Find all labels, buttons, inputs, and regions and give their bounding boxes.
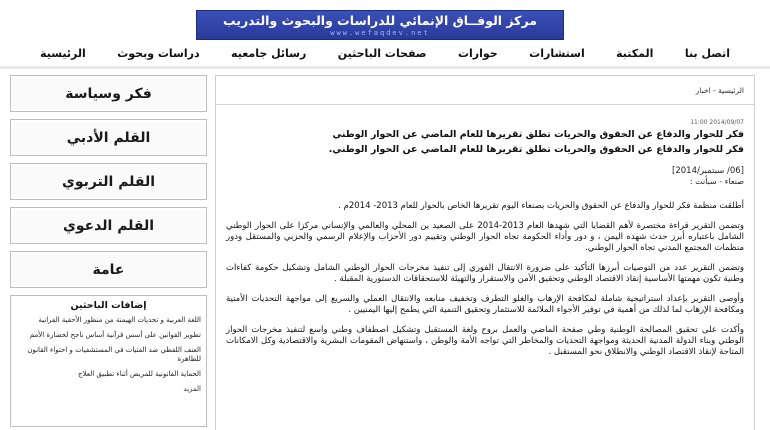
breadcrumb-news[interactable]: اخبار — [695, 86, 711, 95]
additions-title: إضافات الباحثين — [70, 300, 147, 311]
nav-library[interactable]: المكتبة — [616, 46, 654, 60]
breadcrumb-separator: - — [710, 86, 719, 95]
category-dawah-pen[interactable]: القلم الدعوي — [10, 207, 207, 244]
category-literary-pen[interactable]: القلم الأدبي — [10, 119, 207, 156]
nav-theses[interactable]: رسائل جامعيه — [231, 46, 307, 60]
article-paragraph: وأوصى التقرير بإعداد استراتيجية شاملة لمكافحة الإرهاب والغلو التطرف وتخفيف منابعه والانتقال العملي والسريع إلى مواجهة التحديات الأمنية ومكافحة الإرهاب لما لذلك من أهمية في توفير الأجواء الملائمة للاستثمار وتحقيق التنمية التي يطمح إليها اليمنيين . — [226, 294, 744, 315]
breadcrumb-divider — [216, 104, 754, 105]
more-link[interactable]: المزيد — [183, 385, 201, 393]
main-nav — [40, 44, 730, 62]
article-title: فكر للحوار والدفاع عن الحقوق والحريات تطلق تقريرها للعام الماضي عن الحوار الوطني — [332, 129, 744, 140]
breadcrumb-home[interactable]: الرئيسية — [718, 86, 744, 95]
nav-contact[interactable]: اتصل بنا — [684, 46, 730, 60]
article-timestamp: 11:00 2014/09/07 — [690, 119, 744, 126]
nav-dialogues[interactable]: حوارات — [457, 46, 498, 60]
breadcrumb — [226, 86, 744, 95]
article-panel — [215, 75, 755, 430]
researcher-additions-box — [10, 295, 207, 427]
additions-item[interactable]: تطوير القوانين على أسس قرآنية أساس ناجح لحضارة الأمم — [29, 331, 201, 339]
article-paragraph: وتضمن التقرير عدد من التوصيات أبرزها التأكيد على ضرورة الانتقال الفوري إلى تنفيذ مخرجات الحوار الوطني الشامل وتشكيل حكومة كفاءات وطنية تكون مهمتها الأساسية إنقاذ الاقتصاد الوطني وتحقيق الأمن والاستقرار والتهيئة للاستحقاقات الدستورية المقبلة . — [226, 263, 744, 284]
category-thought-politics[interactable]: فكر وسياسة — [10, 75, 207, 112]
nav-home[interactable]: الرئيسية — [40, 46, 86, 60]
article-date: [06/ سبتمبر/2014] — [672, 166, 744, 176]
article-paragraph: وتضمن التقرير قراءة مختصرة لأهم القضايا التي شهدها العام 2013-2014 على الصعيد ين المحلي والعالمي والإنساني مركزا على الحوار الوطني الشامل باعتباره أبرز حدث شهده اليمن ، و دور وأداء الحكومة تجاه الحوار الوطني وتقييم دور الأحزاب والإعلام الرسمي والحزبي والمستقل ودور منظمات المجتمع المدني تجاه الحوار الوطني. — [226, 221, 745, 253]
site-banner[interactable] — [196, 10, 564, 40]
article-location: صنعاء - سبأنت : — [689, 177, 744, 186]
nav-consultations[interactable]: استشارات — [529, 46, 585, 60]
nav-divider — [0, 66, 770, 69]
additions-item[interactable]: اللغة العربية و تحديات الهيمنة من منظور الأحقية الفرانية — [38, 316, 201, 324]
article-paragraph: أطلقت منظمة فكر للحوار والدفاع عن الحقوق والحريات بصنعاء اليوم تقريرها الخاص بالحوار للعام 2013- 2014م . — [338, 201, 744, 211]
additions-item[interactable]: العنف اللفظي ضد الفتيات في المستشفيات و احتواء القانون للظاهرة — [27, 346, 201, 363]
additions-item[interactable]: الحماية القانونية للمريض أثناء تطبيق العلاج — [78, 370, 201, 378]
article-subtitle: فكر للحوار والدفاع عن الحقوق والحريات تطلق تقريرها للعام الماضي عن الحوار الوطني. — [328, 144, 744, 155]
nav-researchers[interactable]: صفحات الباحثين — [337, 46, 427, 60]
site-header — [0, 0, 770, 42]
nav-studies[interactable]: دراسات وبحوث — [117, 46, 200, 60]
article-paragraph: وأكدت على تحقيق المصالحة الوطنية وطي صفحة الماضي والعمل بروح ولغة المستقبل وتشكيل اصطفاف وطني واسع لتنفيذ مخرجات الحوار الوطني وبناء الدولة المدنية الحديثة ومواجهة التحديات والمخاطر التي تواجه الأمة والوطن ، واستنهاض المقومات البشرية والاقتصادية وكل الامكانات المتاحة لإنقاذ الاقتصاد الوطني والانطلاق نحو المستقبل . — [226, 325, 744, 357]
category-educational-pen[interactable]: القلم التربوي — [10, 163, 207, 200]
site-title: مركز الوفــاق الإنمائي للدراسات والبحوث والتدريب — [223, 13, 537, 28]
site-url: www.wefaqdev.net — [330, 29, 430, 37]
sidebar — [10, 75, 207, 427]
category-general[interactable]: عامة — [10, 251, 207, 288]
